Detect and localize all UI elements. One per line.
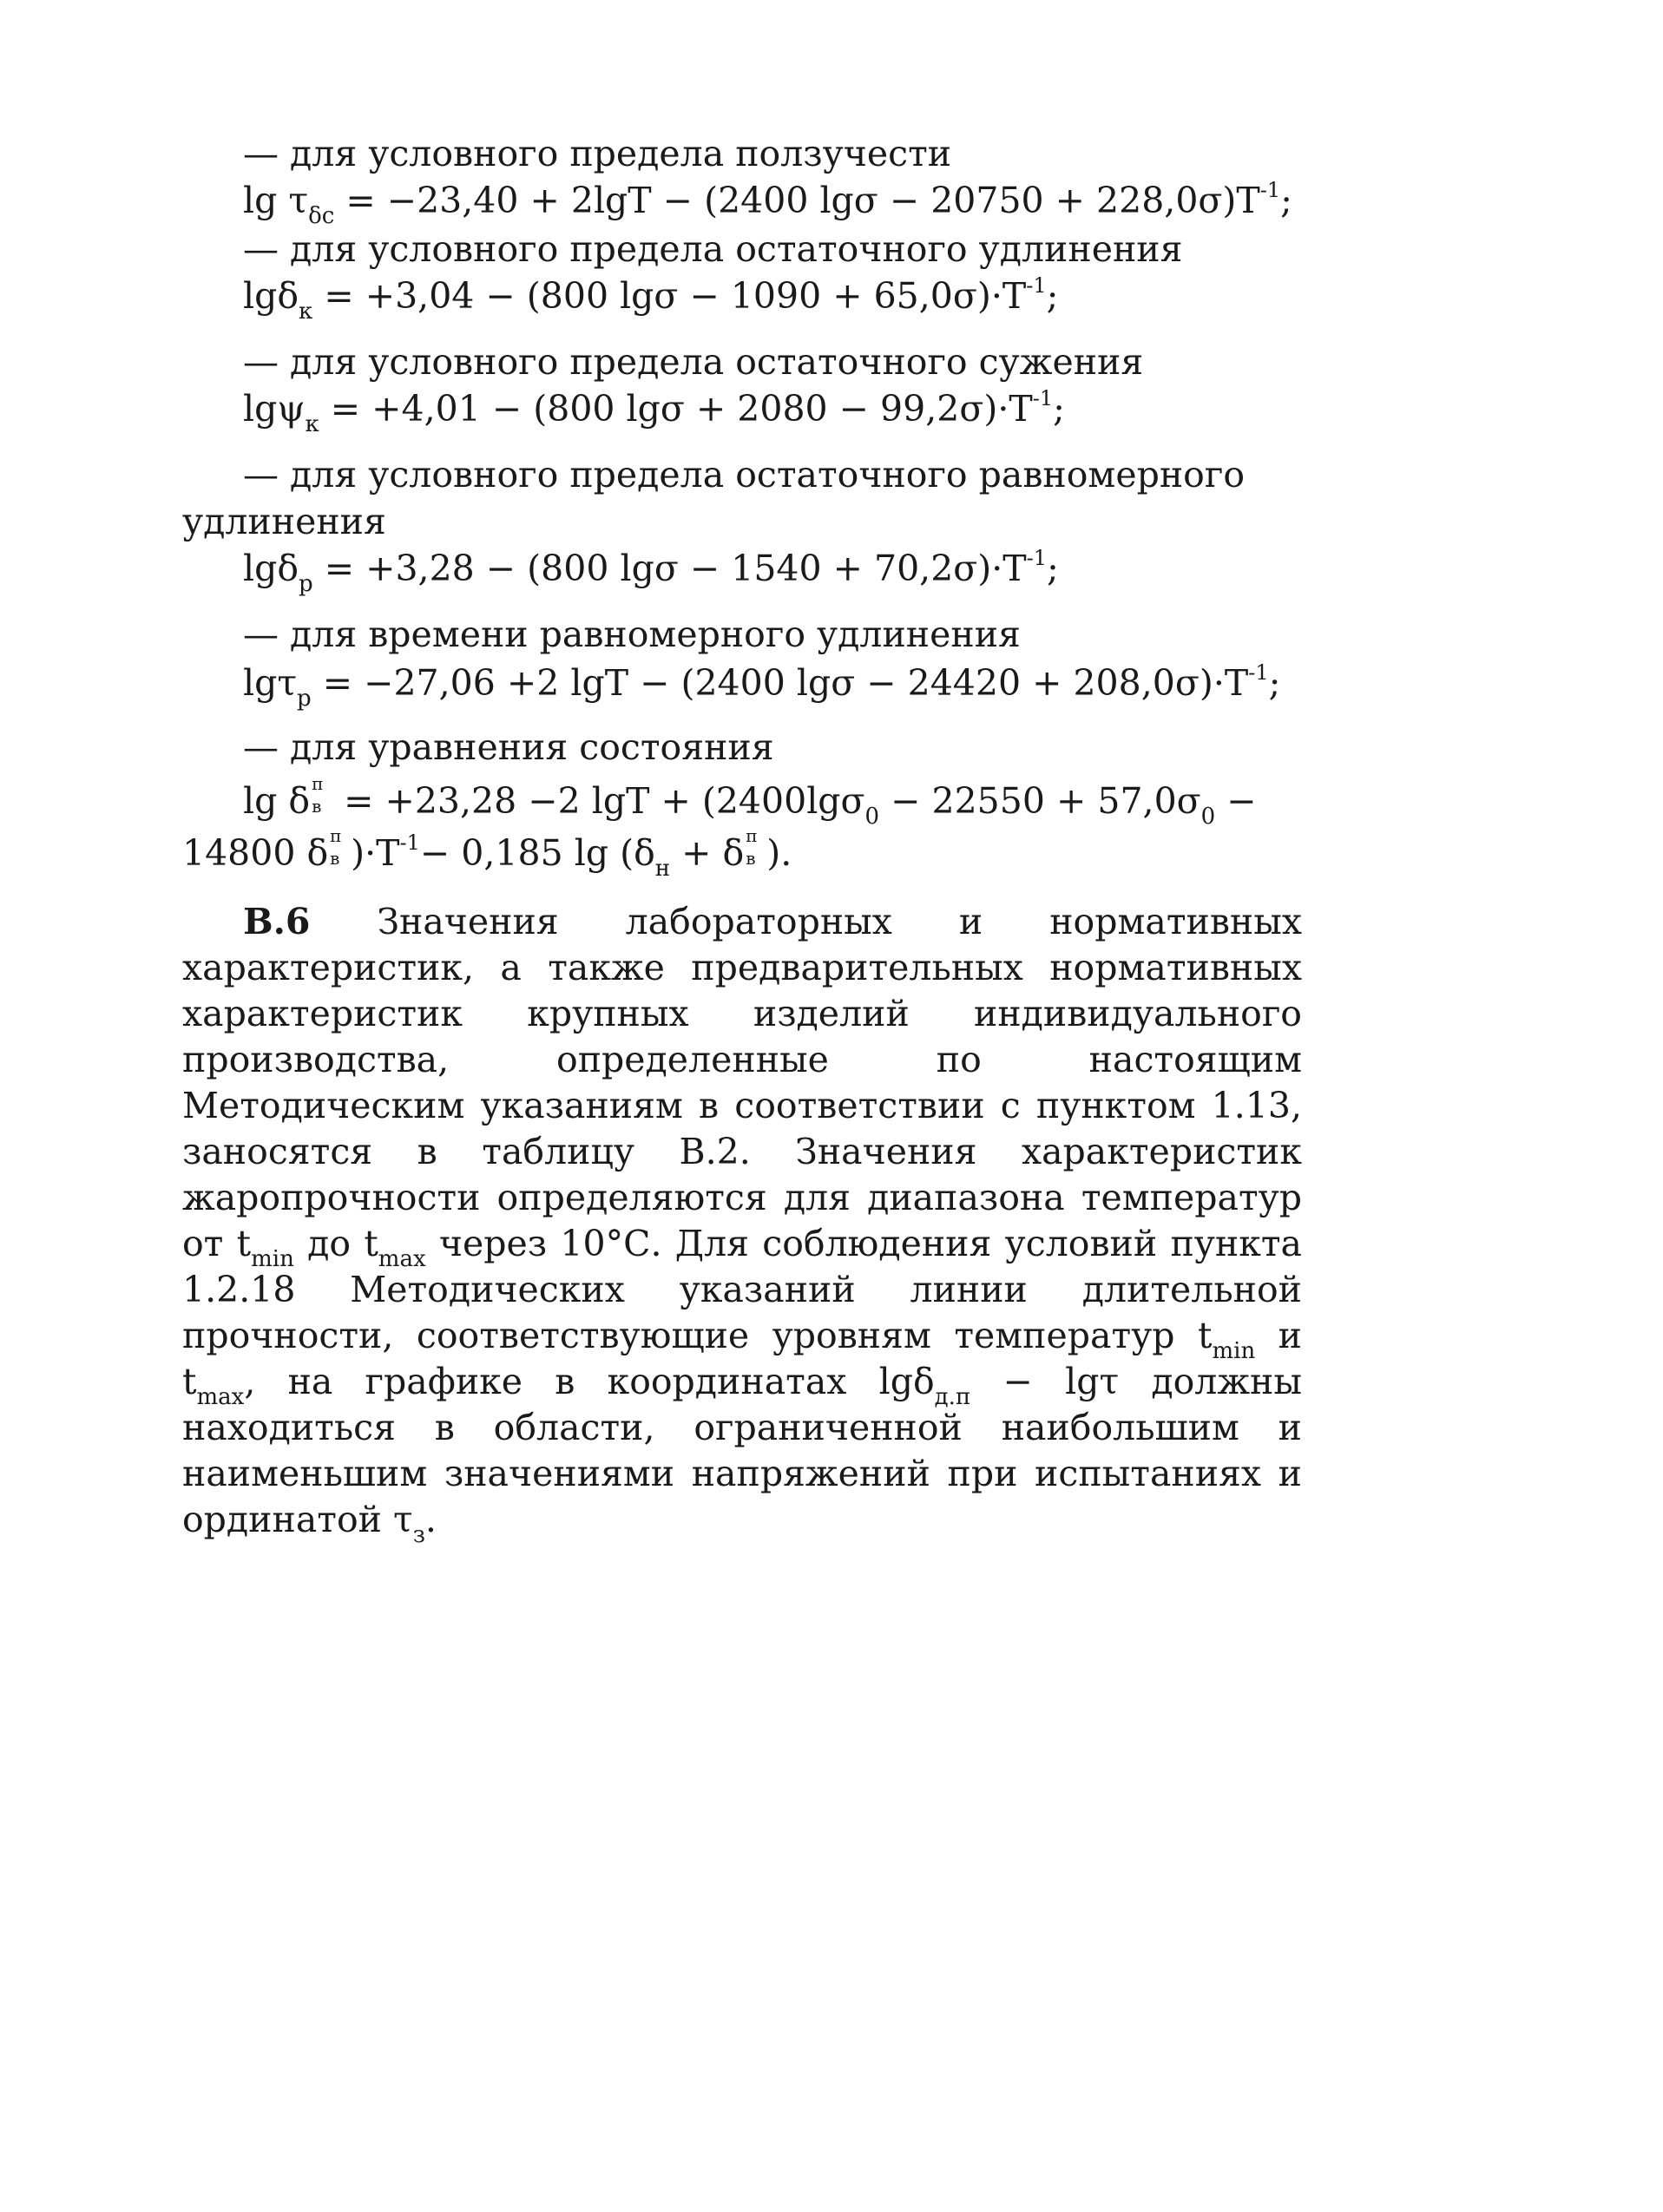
label-residual-narrowing: — для условного предела остаточного сужения [243, 341, 1144, 383]
formula-residual-narrowing: lgψ$_к$ = +4,01 − (800 $\lg\sigma + 2080 - 99,2\sigma)\cdot T^{-1}$; [243, 386, 1065, 437]
formula-uniform-elongation: lgδ$_р$ = +3,28 − (800 $\lg\sigma - 1540 + 70,2\sigma)\cdot T^{-1}$; [243, 546, 1059, 597]
label-state-equation: — для уравнения состояния [243, 726, 774, 768]
formula-residual-elongation: lgδ$_к$ = +3,04 − (800 $\lg\sigma - 1090 + 65,0\sigma)\cdot T^{-1}$; [243, 273, 1059, 325]
formula-state-equation-line1: lg δ п в = +23,28 −2 $\lg T + (2400\lg\sigma_0 - 22550 + 57,0\sigma_0$ − [243, 773, 1257, 830]
label-uniform-elongation-1: — для условного предела остаточного равномерного [243, 454, 1246, 496]
formula-uniform-time: lgτ$_р$ = −27,06 +2 lgT − (2400 $\lg\sigma - 24420 + 208,0\sigma)\cdot T^{-1}$; [243, 660, 1281, 712]
paragraph-b6: В.6 Значения лабораторных и нормативных характеристик, а также предварительных нормативных характеристик крупных изделий индивидуального производства, определенные по настоящим Методическим указаниям в соответствии с пунктом 1.13, заносятся в таблицу В.2. Значения характеристик жаропрочности определяются для диапазона температур от $t_{min}$ до $t_{max}$ через 10°С. Для соблюдения условий пункта 1.2.18 Методических указаний линии длительной прочности, соответствующие уровням температур $t_{min}$ и $t_{max}$, на графике в координатах lgδ$_{д.п}$ − lgτ должны находиться в области, ограниченной наибольшим и наименьшим значениями напряжений при испытаниях и ординатой $\tau_з$. [182, 901, 1302, 1548]
label-uniform-time: — для времени равномерного удлинения [243, 614, 1021, 655]
label-creep-limit: — для условного предела ползучести [243, 133, 952, 174]
label-residual-elongation: — для условного предела остаточного удлинения [243, 228, 1183, 270]
formula-creep-limit: $\lg \tau_{\delta c} = -23,40 + 2\lg T - (2400$ $\lg\sigma - 20750 + 228,0\sigma)T^{-1}$; [243, 178, 1292, 229]
section-number: В.6 [243, 901, 311, 942]
formula-state-equation-line2: 14800 δ п в )$\cdot T^{-1}- 0,185$ $\lg (\delta_н + \delta$ п в ). [182, 825, 792, 882]
label-uniform-elongation-2: удлинения [182, 501, 386, 542]
